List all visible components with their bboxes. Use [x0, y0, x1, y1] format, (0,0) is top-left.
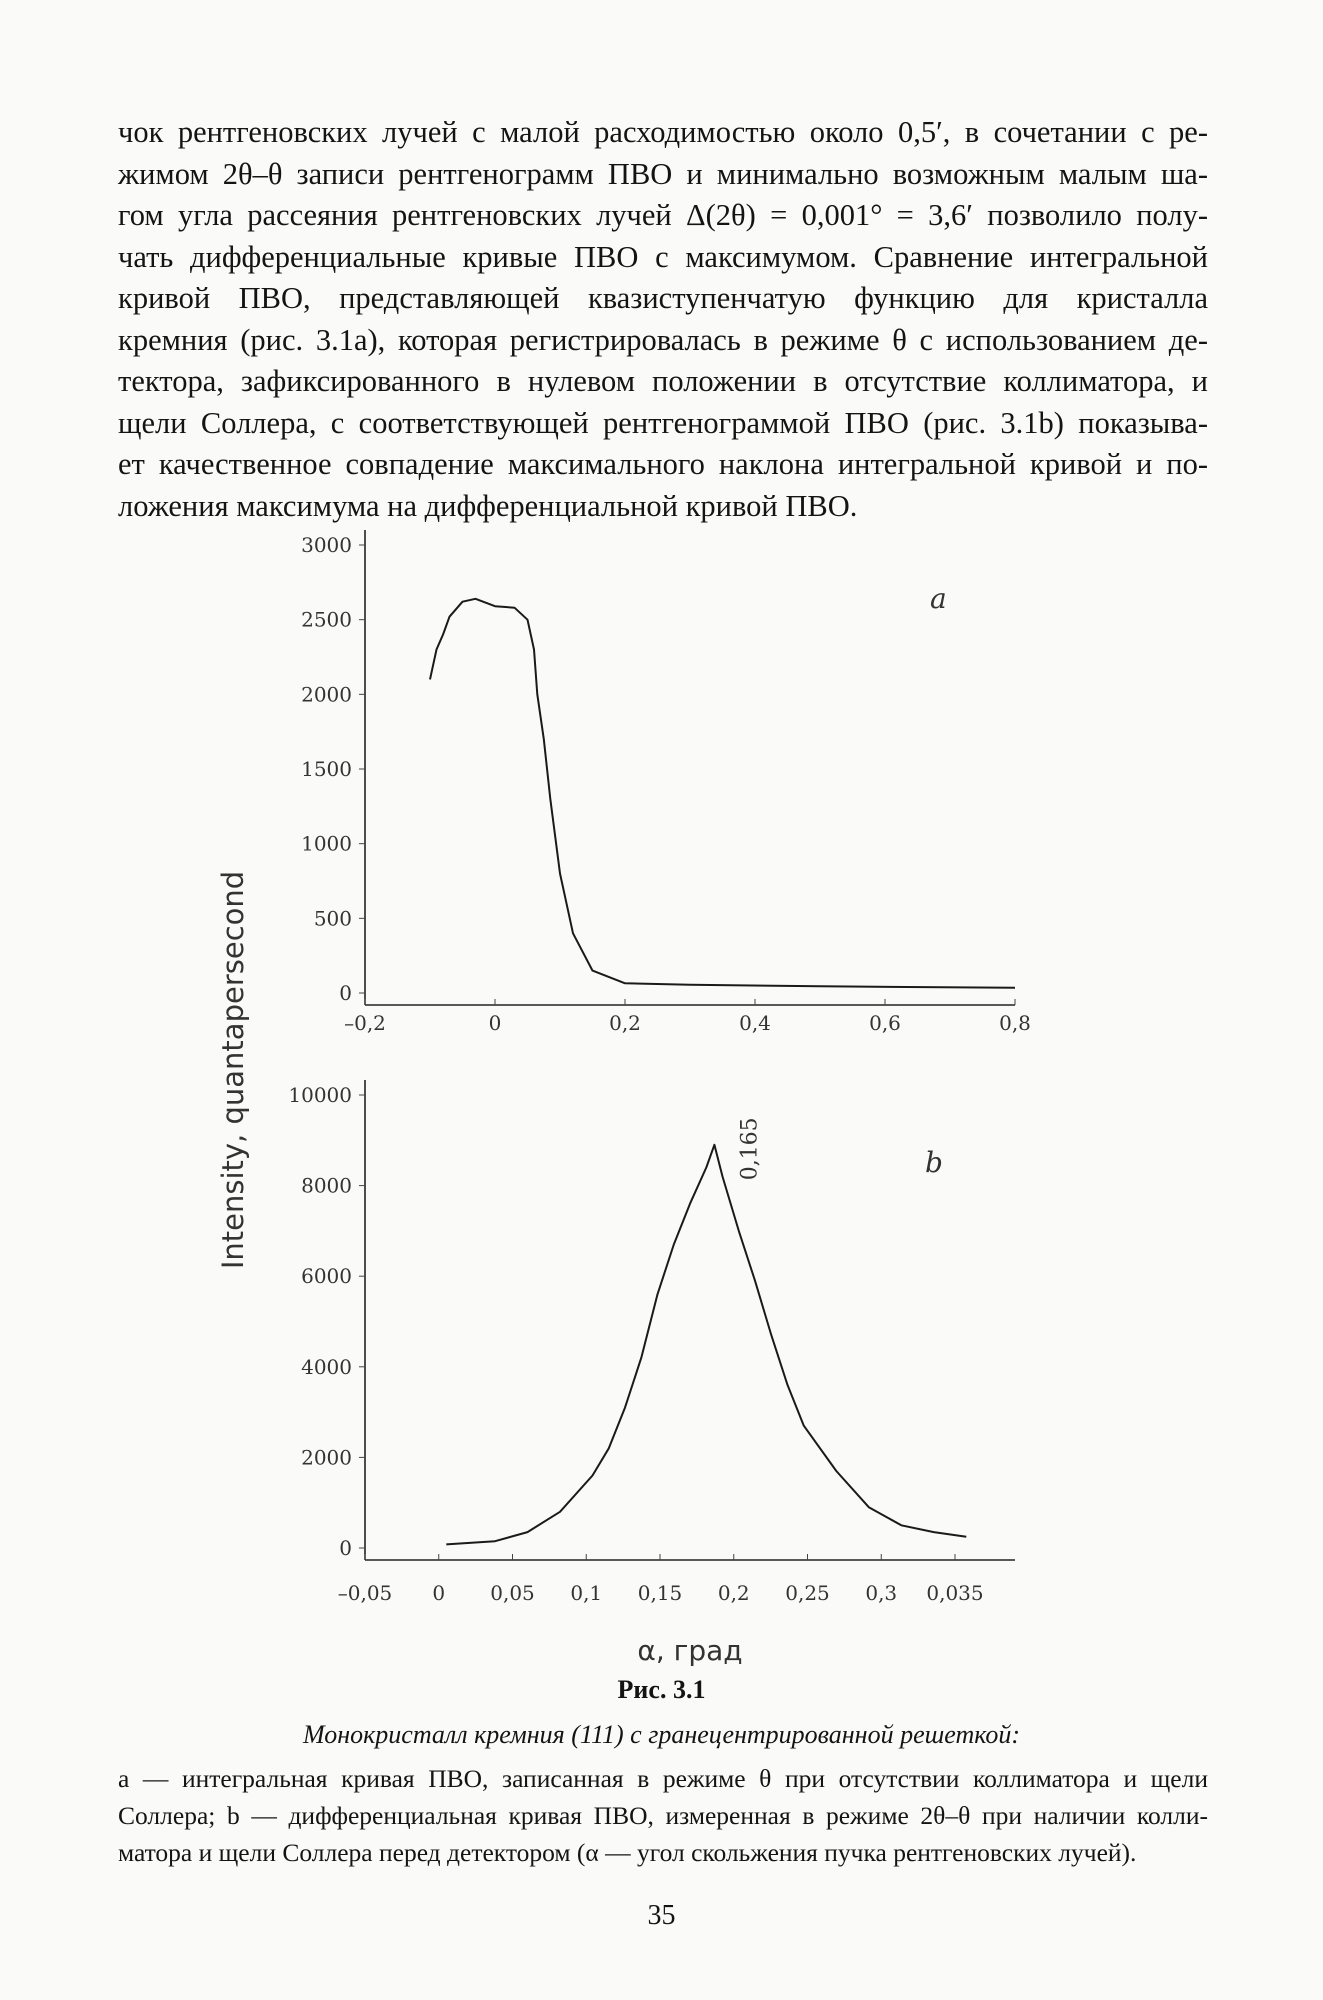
y-tick-label: 4000 — [301, 1354, 352, 1379]
y-tick-label: 3000 — [301, 533, 352, 557]
figure-subtitle: Монокристалл кремния (111) с гранецентрированной решеткой: — [302, 1720, 1021, 1749]
body-line: чать дифференциальные кривые ПВО с максимумом. Сравнение интегральной — [118, 239, 1208, 274]
x-tick-label: 0 — [488, 1011, 502, 1035]
y-tick-label: 2000 — [301, 1445, 352, 1470]
figure-legend-line: матора и щели Соллера перед детектором (α — угол скольжения пучка рентгеновских лучей). — [118, 1838, 1137, 1867]
figure-legend-line: Соллера; b — дифференциальная кривая ПВО, измеренная в режиме 2θ–θ при наличии колли- — [118, 1801, 1208, 1830]
body-line: жимом 2θ–θ записи рентгенограмм ПВО и минимально возможным малым ша- — [118, 156, 1208, 191]
body-line: щели Соллера, с соответствующей рентгенограммой ПВО (рис. 3.1b) показыва- — [118, 405, 1208, 440]
x-tick-label: 0,3 — [865, 1581, 898, 1605]
y-tick-label: 10000 — [288, 1083, 352, 1107]
figure-title: Рис. 3.1 — [617, 1675, 706, 1704]
x-tick-label: 0,6 — [869, 1011, 901, 1035]
x-tick-label: 0,05 — [490, 1581, 535, 1605]
x-tick-label: 0,035 — [926, 1581, 984, 1605]
x-tick-label: 0 — [432, 1581, 446, 1605]
x-tick-label: 0,1 — [570, 1581, 603, 1605]
x-tick-label: –0,2 — [344, 1011, 386, 1035]
x-axis-title: α, град — [637, 1634, 743, 1667]
series-line — [446, 1145, 966, 1545]
y-tick-label: 2000 — [301, 682, 352, 707]
y-tick-label: 8000 — [301, 1173, 352, 1198]
panel-label: b — [925, 1146, 943, 1179]
x-tick-label: 0,8 — [999, 1011, 1031, 1035]
x-tick-label: 0,2 — [717, 1581, 750, 1605]
figure-legend-line: a — интегральная кривая ПВО, записанная в режиме θ при отсутствии коллиматора и щели — [118, 1764, 1208, 1793]
body-line: кремния (рис. 3.1a), которая регистрировалась в режиме θ с использованием де- — [118, 322, 1208, 357]
x-tick-label: 0,2 — [609, 1011, 641, 1035]
body-line: чок рентгеновских лучей с малой расходимостью около 0,5′, в сочетании с ре- — [118, 115, 1208, 149]
y-tick-label: 1000 — [301, 831, 352, 856]
y-tick-label: 0 — [339, 1536, 352, 1560]
series-line — [430, 599, 1015, 988]
y-axis-title: Intensity, quantapersecond — [216, 870, 250, 1270]
x-tick-label: 0,15 — [637, 1581, 683, 1605]
x-tick-label: –0,05 — [337, 1581, 393, 1605]
y-tick-label: 1500 — [301, 757, 352, 781]
x-tick-label: 0,25 — [785, 1581, 830, 1605]
body-line: ложения максимума на дифференциальной кривой ПВО. — [118, 488, 858, 523]
peak-annotation: 0,165 — [737, 1117, 763, 1181]
body-line: тектора, зафиксированного в нулевом положении в отсутствие коллиматора, и — [118, 364, 1208, 398]
body-line: кривой ПВО, представляющей квазиступенчатую функцию для кристалла — [118, 281, 1208, 315]
y-tick-label: 6000 — [301, 1264, 352, 1289]
figure-legend — [118, 1760, 1208, 1871]
y-tick-label: 2500 — [301, 607, 352, 632]
body-line: ет качественное совпадение максимального наклона интегральной кривой и по- — [118, 447, 1208, 481]
y-tick-label: 0 — [339, 981, 352, 1005]
body-line: гом угла рассеяния рентгеновских лучей Δ(2θ) = 0,001° = 3,6′ позволило полу- — [118, 198, 1208, 232]
y-tick-label: 500 — [313, 906, 352, 931]
panel-label: a — [930, 582, 947, 615]
page-number: 35 — [647, 1900, 676, 1931]
x-tick-label: 0,4 — [739, 1011, 771, 1035]
